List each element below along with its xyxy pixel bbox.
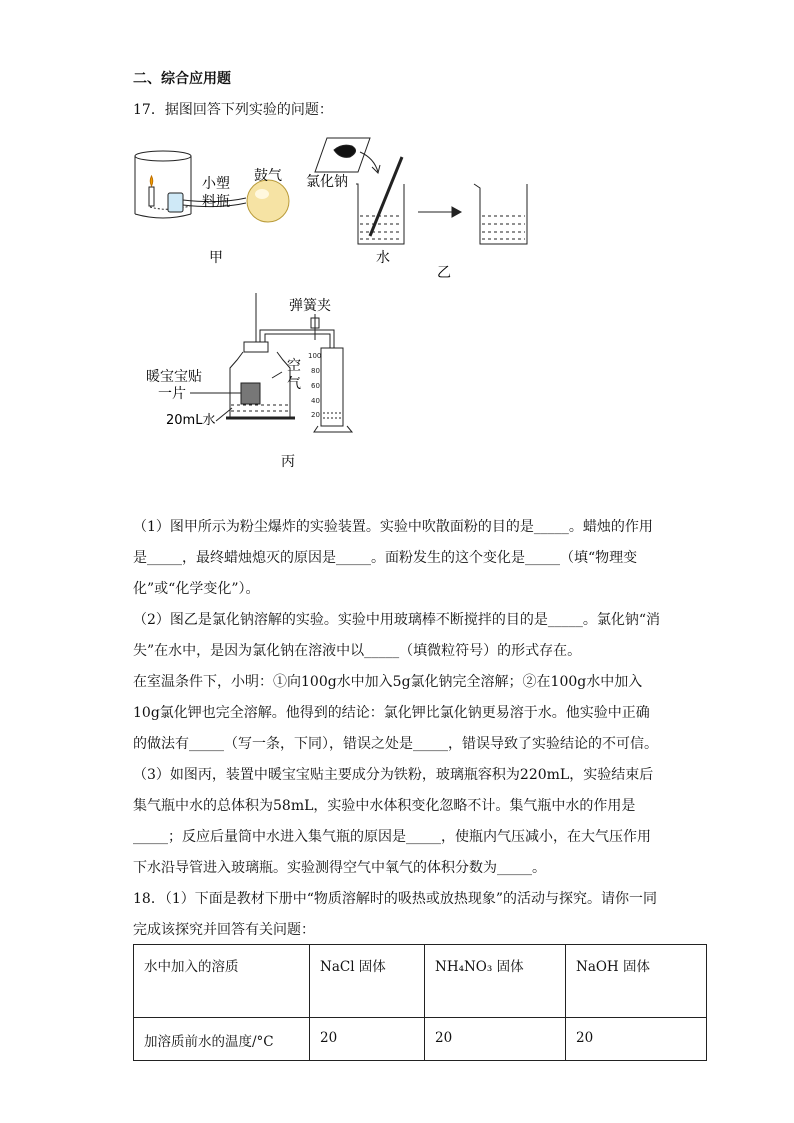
- tick-label: 80: [311, 367, 320, 375]
- table-cell: 水中加入的溶质: [134, 945, 310, 1018]
- figure-yi: [315, 138, 527, 244]
- pour-arrow: [360, 152, 378, 172]
- table-cell: 加溶质前水的温度/°C: [134, 1018, 310, 1061]
- small-plastic-bottle: [168, 193, 183, 212]
- tick-label: 100: [308, 352, 322, 360]
- paragraph: （3）如图丙，装置中暖宝宝贴主要成分为铁粉，玻璃瓶容积为220mL，实验结束后集气瓶中水的总体积为58mL，实验中水体积变化忽略不计。集气瓶中水的作用是_____；反应后量筒中水进入集气瓶的原因是_____，使瓶内气压减小，在大气压作用下水沿导管进入玻璃瓶。实验测得空气中氧气的体积分数为_____。: [133, 767, 654, 876]
- table-row: [134, 945, 707, 1018]
- question-17-body: [133, 512, 663, 946]
- candle-flame-icon: [150, 176, 153, 186]
- hand-warmer-patch: [241, 383, 260, 404]
- table-cell: NaOH 固体: [566, 945, 707, 1018]
- table-cell: NaCl 固体: [310, 945, 425, 1018]
- tick-label: 20: [311, 411, 320, 419]
- label-clamp: 弹簧夹: [289, 298, 331, 314]
- label-air-2: 气: [287, 376, 301, 392]
- label-water-bing: 20mL水: [166, 413, 216, 428]
- arrow-right-icon: [452, 207, 461, 217]
- label-warmer-2: 一片: [158, 386, 186, 402]
- beaker-right: [474, 184, 527, 244]
- label-small-bottle-1: 小塑: [202, 176, 230, 192]
- air-pump-bulb: [247, 180, 289, 222]
- label-salt: 氯化钠: [306, 174, 348, 190]
- cylinder-base: [314, 426, 352, 432]
- paragraph: 在室温条件下，小明：①向100g水中加入5g氯化钠完全溶解；②在100g水中加入10g氯化钾也完全溶解。他得到的结论：氯化钾比氯化钠更易溶于水。他实验中正确的做法有_____（写一条，下同），错误之处是_____，错误导致了实验结论的不可信。: [133, 674, 658, 752]
- caption-yi: 乙: [437, 265, 451, 281]
- table-cell: 20: [566, 1018, 707, 1061]
- tick-label: 60: [311, 382, 320, 390]
- measuring-cylinder: [321, 348, 343, 426]
- caption-bing: 丙: [281, 454, 295, 470]
- section-heading: 二、综合应用题: [133, 71, 231, 87]
- tick-label: 40: [311, 397, 320, 405]
- question-18-stem: 18．（1）下面是教材下册中“物质溶解时的吸热或放热现象”的活动与探究。请你一同完成该探究并回答有关问题：: [133, 891, 658, 938]
- stopper: [244, 342, 268, 352]
- salt-pile: [334, 145, 356, 157]
- paragraph: （1）图甲所示为粉尘爆炸的实验装置。实验中吹散面粉的目的是_____。蜡烛的作用是_____，最终蜡烛熄灭的原因是_____。面粉发生的这个变化是_____（填“物理变化”或“化学变化”）。: [133, 519, 653, 597]
- question-17-stem: 17．据图回答下列实验的问题：: [133, 102, 333, 118]
- cylinder-ticks: [308, 352, 321, 419]
- leader-air: [272, 372, 282, 378]
- solute-temperature-table: [133, 944, 707, 1061]
- label-small-bottle-2: 料瓶: [202, 194, 230, 210]
- table-cell: 20: [425, 1018, 566, 1061]
- label-pump: 鼓气: [254, 168, 282, 184]
- label-warmer-1: 暖宝宝贴: [146, 369, 202, 385]
- experiment-figures: [0, 0, 794, 480]
- table-row: [134, 1018, 707, 1061]
- label-water-yi: 水: [376, 250, 390, 266]
- label-air-1: 空: [287, 358, 301, 374]
- paragraph: （2）图乙是氯化钠溶解的实验。实验中用玻璃棒不断搅拌的目的是_____。氯化钠“消失”在水中，是因为氯化钠在溶液中以_____（填微粒符号）的形式存在。: [133, 612, 661, 659]
- table-cell: 20: [310, 1018, 425, 1061]
- table-cell: NH₄NO₃ 固体: [425, 945, 566, 1018]
- caption-jia: 甲: [209, 250, 223, 266]
- jar-top-rim: [135, 151, 191, 161]
- jar-bottom: [135, 214, 191, 218]
- candle: [149, 187, 154, 206]
